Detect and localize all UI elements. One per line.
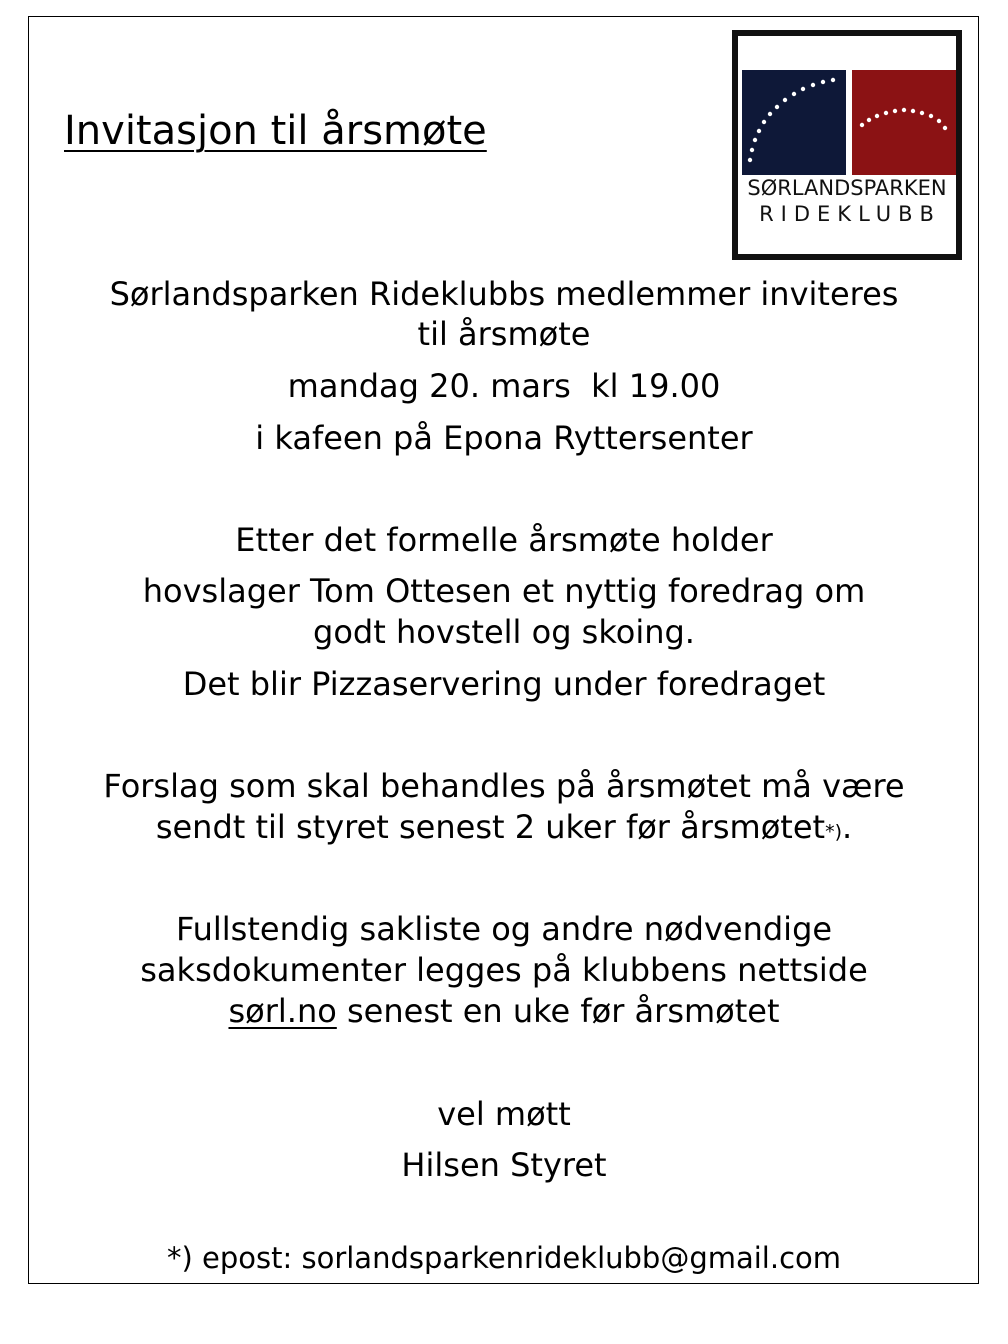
talk-line-1: Etter det formelle årsmøte holder xyxy=(235,521,773,559)
logo-name-line2: RIDEKLUBB xyxy=(759,202,941,226)
page-title: Invitasjon til årsmøte xyxy=(64,108,487,154)
logo-emblem xyxy=(738,36,956,176)
welcome-text: vel møtt xyxy=(437,1095,571,1133)
logo-navy-panel xyxy=(742,70,846,175)
proposals-period: . xyxy=(842,808,853,846)
footnote-marker: *) xyxy=(825,821,842,843)
agenda-line-2: saksdokumenter legges på klubbens nettside xyxy=(140,951,868,989)
club-logo xyxy=(732,30,962,260)
agenda-line-3 xyxy=(40,991,968,1031)
proposals-line-1: Forslag som skal behandles på årsmøtet må være xyxy=(103,767,905,805)
meeting-location: i kafeen på Epona Ryttersenter xyxy=(255,419,753,457)
logo-name-line1: SØRLANDSPARKEN xyxy=(747,176,947,200)
talk-line-3: godt hovstell og skoing. xyxy=(313,613,695,651)
signature: Hilsen Styret xyxy=(401,1146,607,1184)
proposals-text: sendt til styret senest 2 uker før årsmøtet xyxy=(155,808,826,846)
agenda-line-3-rest: senest en uke før årsmøtet xyxy=(336,992,780,1030)
email-footnote: *) epost: sorlandsparkenrideklubb@gmail.com xyxy=(166,1241,842,1275)
talk-line-2: hovslager Tom Ottesen et nyttig foredrag om xyxy=(142,572,866,610)
agenda-line-1: Fullstendig sakliste og andre nødvendige xyxy=(175,910,833,948)
pizza-line: Det blir Pizzaservering under foredraget xyxy=(182,665,826,703)
website-link[interactable]: sørl.no xyxy=(228,992,337,1030)
meeting-date: mandag 20. mars kl 19.00 xyxy=(287,367,721,405)
invite-line-2: til årsmøte xyxy=(417,315,591,353)
proposals-line-2 xyxy=(40,807,968,852)
invite-line-1: Sørlandsparken Rideklubbs medlemmer inviteres xyxy=(109,275,899,313)
